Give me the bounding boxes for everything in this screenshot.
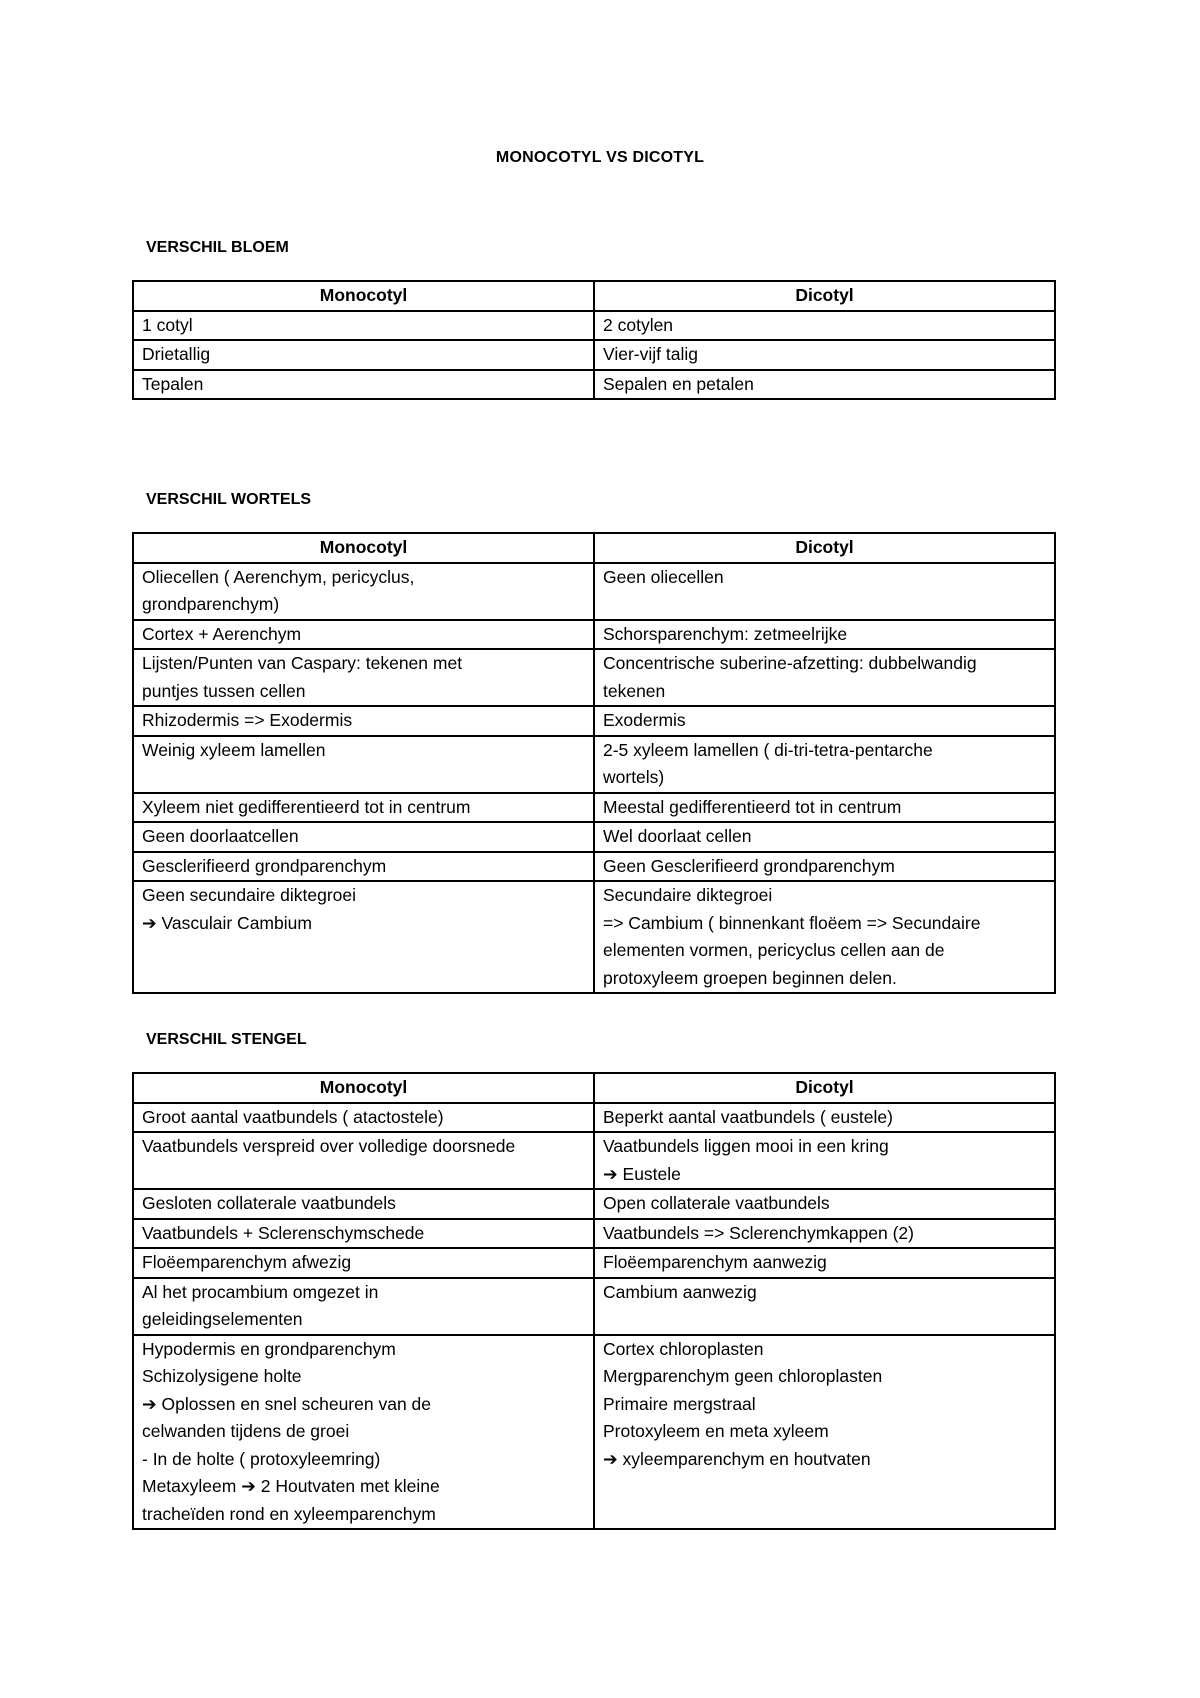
cell-monocotyl: Gesclerifieerd grondparenchym — [133, 852, 594, 882]
cell-dicotyl: 2 cotylen — [594, 311, 1055, 341]
table-row — [133, 649, 1055, 706]
cell-dicotyl: Vier-vijf talig — [594, 340, 1055, 370]
cell-monocotyl: Lijsten/Punten van Caspary: tekenen met puntjes tussen cellen — [133, 649, 594, 706]
cell-monocotyl: Oliecellen ( Aerenchym, pericyclus, grondparenchym) — [133, 563, 594, 620]
table-row — [133, 1248, 1055, 1278]
table-header-row — [133, 1073, 1055, 1103]
cell-dicotyl: Beperkt aantal vaatbundels ( eustele) — [594, 1103, 1055, 1133]
table-wortels — [132, 532, 1056, 994]
cell-dicotyl: Open collaterale vaatbundels — [594, 1189, 1055, 1219]
table-header-row — [133, 281, 1055, 311]
cell-monocotyl: Floëemparenchym afwezig — [133, 1248, 594, 1278]
cell-monocotyl: Tepalen — [133, 370, 594, 400]
cell-monocotyl: Geen secundaire diktegroei ➔ Vasculair Cambium — [133, 881, 594, 993]
cell-dicotyl: Vaatbundels liggen mooi in een kring ➔ Eustele — [594, 1132, 1055, 1189]
table-row — [133, 1103, 1055, 1133]
cell-dicotyl: Wel doorlaat cellen — [594, 822, 1055, 852]
section-heading-stengel: VERSCHIL STENGEL — [146, 1031, 307, 1048]
column-header-dicotyl: Dicotyl — [594, 1073, 1055, 1103]
table-row — [133, 340, 1055, 370]
column-header-monocotyl: Monocotyl — [133, 281, 594, 311]
cell-dicotyl: Geen Gesclerifieerd grondparenchym — [594, 852, 1055, 882]
table-row — [133, 563, 1055, 620]
cell-monocotyl: Hypodermis en grondparenchym Schizolysigene holte ➔ Oplossen en snel scheuren van de celwanden tijdens de groei - In de holte ( protoxyleemring) Metaxyleem ➔ 2 Houtvaten met kleine tracheïden rond en xyleemparenchym — [133, 1335, 594, 1530]
cell-dicotyl: 2-5 xyleem lamellen ( di-tri-tetra-pentarche wortels) — [594, 736, 1055, 793]
table-row — [133, 1132, 1055, 1189]
table-row — [133, 1278, 1055, 1335]
table-row — [133, 620, 1055, 650]
cell-monocotyl: Rhizodermis => Exodermis — [133, 706, 594, 736]
table-bloem — [132, 280, 1056, 400]
table-row — [133, 736, 1055, 793]
cell-monocotyl: Drietallig — [133, 340, 594, 370]
cell-monocotyl: Geen doorlaatcellen — [133, 822, 594, 852]
cell-dicotyl: Exodermis — [594, 706, 1055, 736]
table-stengel — [132, 1072, 1056, 1530]
table-row — [133, 822, 1055, 852]
section-heading-wortels: VERSCHIL WORTELS — [146, 491, 312, 508]
cell-monocotyl: Al het procambium omgezet in geleidingselementen — [133, 1278, 594, 1335]
cell-dicotyl: Sepalen en petalen — [594, 370, 1055, 400]
table-row — [133, 706, 1055, 736]
cell-monocotyl: Weinig xyleem lamellen — [133, 736, 594, 793]
table-row — [133, 1335, 1055, 1530]
table-row — [133, 1219, 1055, 1249]
table-row — [133, 881, 1055, 993]
table-row — [133, 370, 1055, 400]
table-row — [133, 793, 1055, 823]
page-title: MONOCOTYL VS DICOTYL — [495, 149, 705, 166]
cell-dicotyl: Cortex chloroplasten Mergparenchym geen chloroplasten Primaire mergstraal Protoxyleem en meta xyleem ➔ xyleemparenchym en houtvaten — [594, 1335, 1055, 1530]
cell-monocotyl: Gesloten collaterale vaatbundels — [133, 1189, 594, 1219]
cell-dicotyl: Secundaire diktegroei => Cambium ( binnenkant floëem => Secundaire elementen vormen, pericyclus cellen aan de protoxyleem groepen beginnen delen. — [594, 881, 1055, 993]
table-row — [133, 852, 1055, 882]
column-header-monocotyl: Monocotyl — [133, 1073, 594, 1103]
column-header-dicotyl: Dicotyl — [594, 281, 1055, 311]
cell-dicotyl: Cambium aanwezig — [594, 1278, 1055, 1335]
cell-dicotyl: Geen oliecellen — [594, 563, 1055, 620]
cell-monocotyl: Xyleem niet gedifferentieerd tot in centrum — [133, 793, 594, 823]
cell-dicotyl: Vaatbundels => Sclerenchymkappen (2) — [594, 1219, 1055, 1249]
cell-dicotyl: Floëemparenchym aanwezig — [594, 1248, 1055, 1278]
column-header-monocotyl: Monocotyl — [133, 533, 594, 563]
cell-monocotyl: Groot aantal vaatbundels ( atactostele) — [133, 1103, 594, 1133]
cell-dicotyl: Schorsparenchym: zetmeelrijke — [594, 620, 1055, 650]
cell-monocotyl: Vaatbundels verspreid over volledige doorsnede — [133, 1132, 594, 1189]
table-row — [133, 311, 1055, 341]
cell-monocotyl: 1 cotyl — [133, 311, 594, 341]
cell-monocotyl: Vaatbundels + Sclerenschymschede — [133, 1219, 594, 1249]
cell-dicotyl: Concentrische suberine-afzetting: dubbelwandig tekenen — [594, 649, 1055, 706]
column-header-dicotyl: Dicotyl — [594, 533, 1055, 563]
cell-dicotyl: Meestal gedifferentieerd tot in centrum — [594, 793, 1055, 823]
table-row — [133, 1189, 1055, 1219]
table-header-row — [133, 533, 1055, 563]
section-heading-bloem: VERSCHIL BLOEM — [146, 239, 289, 256]
cell-monocotyl: Cortex + Aerenchym — [133, 620, 594, 650]
